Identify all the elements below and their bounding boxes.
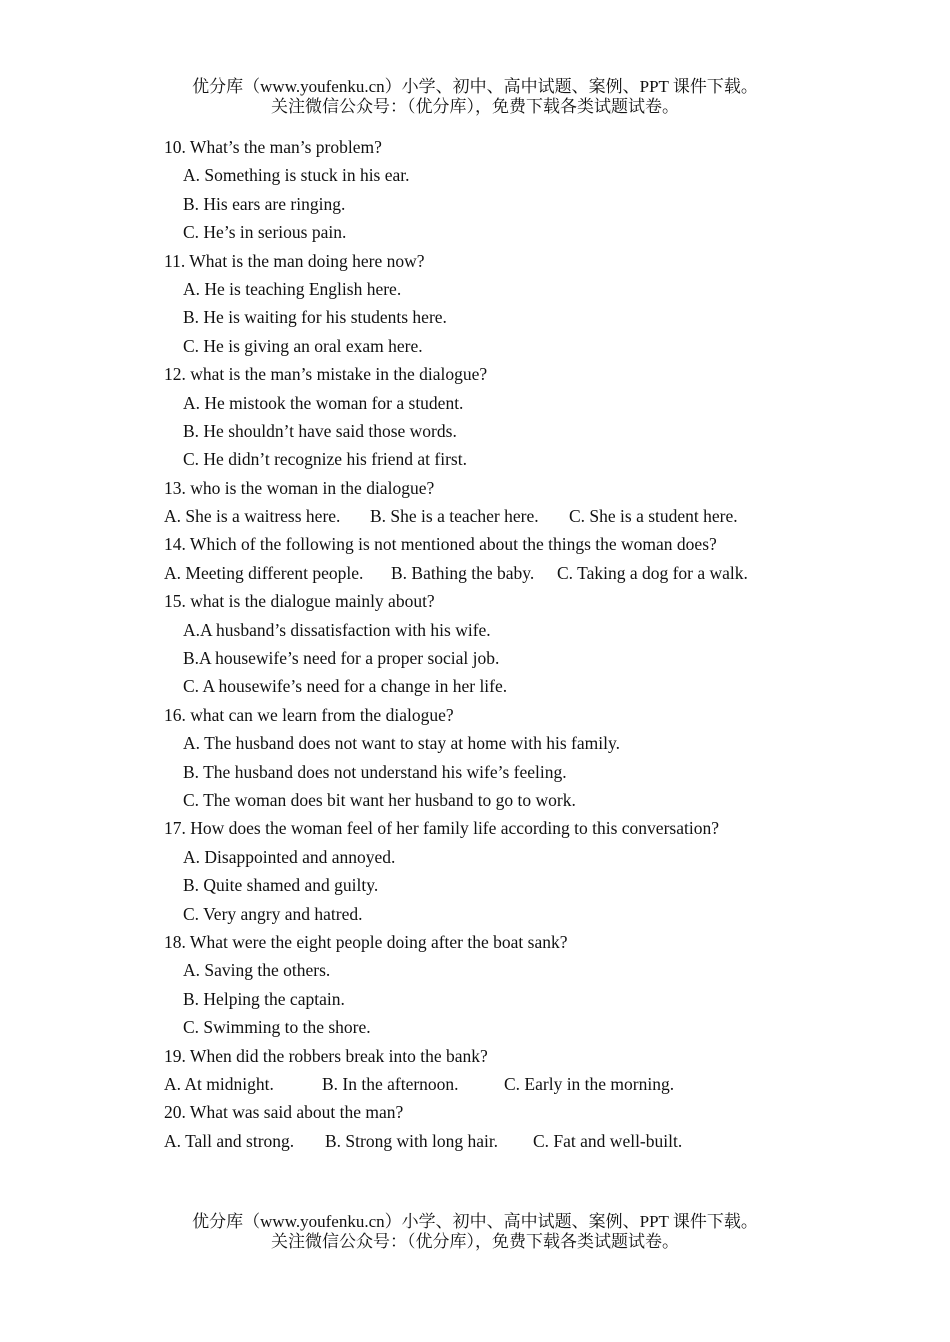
question-20-options — [164, 1127, 804, 1155]
question-list — [164, 133, 804, 1155]
question-15: 15. what is the dialogue mainly about? — [164, 591, 435, 612]
question-12-option-c: C. He didn’t recognize his friend at first. — [183, 449, 467, 470]
question-13-option-b: B. She is a teacher here. — [370, 506, 539, 527]
question-14-option-c: C. Taking a dog for a walk. — [557, 562, 748, 583]
question-13-options — [164, 502, 804, 530]
question-10: 10. What’s the man’s problem? — [164, 137, 382, 157]
footer-line-2: 关注微信公众号：（优分库），免费下载各类试题试卷。 — [271, 1232, 679, 1251]
question-20-option-b: B. Strong with long hair. — [325, 1130, 499, 1151]
question-16-option-c: C. The woman does bit want her husband to go to work. — [183, 789, 576, 810]
header-line-2: 关注微信公众号：（优分库），免费下载各类试题试卷。 — [271, 97, 679, 116]
question-16-option-b: B. The husband does not understand his wife’s feeling. — [183, 761, 567, 782]
header-line-1: 优分库（www.youfenku.cn）小学、初中、高中试题、案例、PPT 课件下载。 — [192, 77, 758, 96]
page-footer — [0, 1212, 950, 1252]
question-11-option-b: B. He is waiting for his students here. — [183, 307, 447, 328]
question-17-option-c: C. Very angry and hatred. — [183, 903, 363, 924]
question-10-option-b: B. His ears are ringing. — [183, 193, 346, 214]
question-14-option-a: A. Meeting different people. — [164, 562, 364, 583]
question-17: 17. How does the woman feel of her family life according to this conversation? — [164, 818, 719, 839]
question-13-option-c: C. She is a student here. — [569, 506, 738, 527]
question-15-option-b: B.A housewife’s need for a proper social job. — [183, 648, 500, 669]
question-20-option-a: A. Tall and strong. — [164, 1130, 295, 1151]
question-20: 20. What was said about the man? — [164, 1102, 404, 1123]
footer-line-1: 优分库（www.youfenku.cn）小学、初中、高中试题、案例、PPT 课件下载。 — [192, 1212, 758, 1231]
question-13-option-a: A. She is a waitress here. — [164, 506, 341, 527]
question-17-option-a: A. Disappointed and annoyed. — [183, 846, 396, 867]
question-20-option-c: C. Fat and well-built. — [533, 1130, 683, 1151]
question-16-option-a: A. The husband does not want to stay at home with his family. — [183, 733, 620, 754]
question-12: 12. what is the man’s mistake in the dialogue? — [164, 364, 488, 385]
question-19-option-b: B. In the afternoon. — [322, 1073, 459, 1094]
question-12-option-b: B. He shouldn’t have said those words. — [183, 420, 457, 441]
question-11: 11. What is the man doing here now? — [164, 250, 425, 271]
question-12-option-a: A. He mistook the woman for a student. — [183, 392, 464, 413]
question-15-option-a: A.A husband’s dissatisfaction with his wife. — [183, 619, 491, 640]
question-19: 19. When did the robbers break into the bank? — [164, 1045, 488, 1066]
question-19-options — [164, 1070, 804, 1098]
question-16: 16. what can we learn from the dialogue? — [164, 704, 454, 725]
question-10-option-a: A. Something is stuck in his ear. — [183, 165, 410, 186]
question-19-option-a: A. At midnight. — [164, 1073, 274, 1094]
question-11-option-c: C. He is giving an oral exam here. — [183, 335, 423, 356]
question-10-option-c: C. He’s in serious pain. — [183, 222, 347, 243]
question-15-option-c: C. A housewife’s need for a change in her life. — [183, 676, 508, 697]
question-18-option-b: B. Helping the captain. — [183, 988, 345, 1009]
question-14: 14. Which of the following is not mentioned about the things the woman does? — [164, 534, 717, 555]
question-18-option-c: C. Swimming to the shore. — [183, 1017, 371, 1038]
page-header — [0, 77, 950, 117]
question-17-option-b: B. Quite shamed and guilty. — [183, 875, 379, 896]
question-18: 18. What were the eight people doing after the boat sank? — [164, 931, 568, 952]
question-13: 13. who is the woman in the dialogue? — [164, 477, 435, 498]
question-11-option-a: A. He is teaching English here. — [183, 278, 402, 299]
question-14-options — [164, 559, 804, 587]
question-14-option-b: B. Bathing the baby. — [391, 562, 535, 583]
question-19-option-c: C. Early in the morning. — [504, 1073, 675, 1094]
question-18-option-a: A. Saving the others. — [183, 960, 331, 981]
